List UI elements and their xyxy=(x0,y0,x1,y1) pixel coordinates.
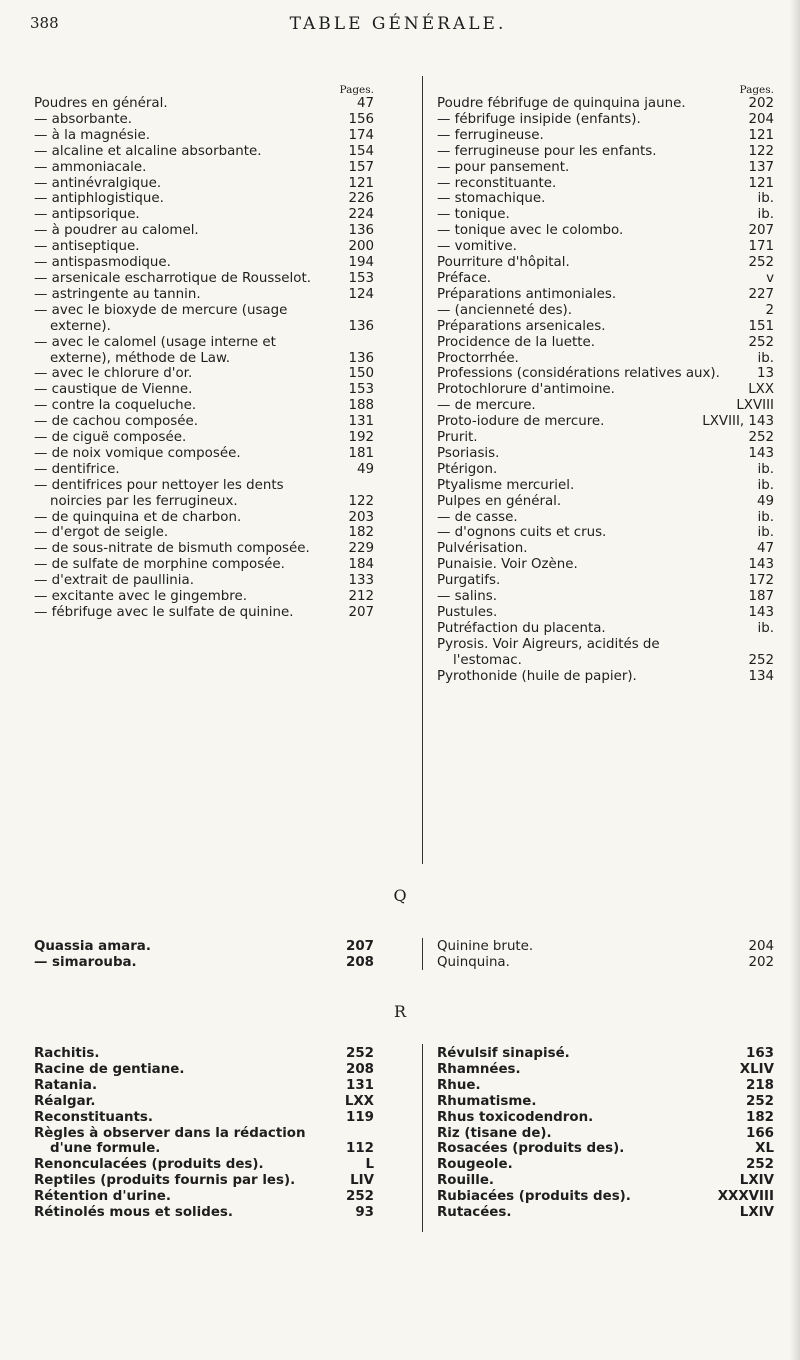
entry-term: — astringente au tannin. xyxy=(34,286,201,302)
entry-term: — antiphlogistique. xyxy=(34,191,164,207)
entry-page-ref: 218 xyxy=(746,1077,774,1093)
page-number: 388 xyxy=(30,14,59,32)
entry-term: — de sulfate de morphine composée. xyxy=(34,557,285,573)
entry-term: — simarouba. xyxy=(34,954,137,970)
index-entry xyxy=(437,605,774,621)
entry-page-ref: 226 xyxy=(348,191,374,207)
entry-term: Ptyalisme mercuriel. xyxy=(437,477,575,493)
entry-term: — salins. xyxy=(437,589,497,605)
index-entry xyxy=(34,955,374,971)
entry-page-ref: ib. xyxy=(757,191,774,207)
entry-term: — dentifrices pour nettoyer les dents noircies par les ferrugineux. xyxy=(34,477,284,509)
entry-term: Préface. xyxy=(437,270,492,286)
index-entry xyxy=(34,303,374,335)
entry-term: — d'ergot de seigle. xyxy=(34,525,169,541)
index-entry xyxy=(34,335,374,367)
index-entry xyxy=(34,191,374,207)
entry-page-ref: ib. xyxy=(757,350,774,366)
index-entry xyxy=(34,1189,374,1205)
entry-page-ref: 121 xyxy=(748,127,774,143)
entry-page-ref: 181 xyxy=(348,445,374,461)
entry-page-ref: ib. xyxy=(757,461,774,477)
index-entry xyxy=(34,414,374,430)
entry-page-ref: 2 xyxy=(765,302,774,318)
index-entry xyxy=(437,955,774,971)
entry-term: Quassia amara. xyxy=(34,939,151,954)
entry-term: — tonique. xyxy=(437,207,510,223)
entry-term: Ratania. xyxy=(34,1077,98,1093)
entry-page-ref: 112 xyxy=(346,1141,374,1157)
index-entry xyxy=(437,255,774,271)
entry-term: — absorbante. xyxy=(34,111,132,127)
index-entry xyxy=(437,112,774,128)
index-entry xyxy=(437,1173,774,1189)
entry-page-ref: 227 xyxy=(748,286,774,302)
index-entry xyxy=(437,366,774,382)
entry-page-ref: v xyxy=(766,270,774,286)
index-entry xyxy=(34,128,374,144)
entry-term: Quinquina. xyxy=(437,954,510,970)
entry-page-ref: 134 xyxy=(748,668,774,684)
index-entry xyxy=(437,191,774,207)
entry-page-ref: 49 xyxy=(356,461,374,477)
index-entry xyxy=(437,557,774,573)
entry-page-ref: 252 xyxy=(748,430,774,446)
entry-term: — tonique avec le colombo. xyxy=(437,223,624,239)
entry-page-ref: 252 xyxy=(748,652,774,668)
index-entry xyxy=(437,1078,774,1094)
index-entry xyxy=(437,1046,774,1062)
entry-page-ref: 49 xyxy=(756,493,774,509)
entry-term: Proctorrhée. xyxy=(437,350,519,366)
entry-term: Riz (tisane de). xyxy=(437,1125,552,1141)
entry-page-ref: 143 xyxy=(748,605,774,620)
entry-term: Réalgar. xyxy=(34,1093,96,1109)
entry-page-ref: 166 xyxy=(746,1125,774,1141)
index-entry xyxy=(437,144,774,160)
entry-page-ref: 202 xyxy=(748,96,774,111)
page-title: TABLE GÉNÉRALE. xyxy=(289,14,507,34)
entry-page-ref: 133 xyxy=(348,573,374,589)
entry-term: — fébrifuge avec le sulfate de quinine. xyxy=(34,605,294,620)
p-right-column xyxy=(437,84,774,685)
index-entry xyxy=(34,398,374,414)
entry-page-ref: 203 xyxy=(348,509,374,525)
entry-page-ref: 121 xyxy=(348,175,374,191)
index-entry xyxy=(34,589,374,605)
entry-page-ref: 207 xyxy=(346,939,374,954)
index-entry xyxy=(34,255,374,271)
entry-page-ref: 188 xyxy=(348,398,374,414)
q-left-column xyxy=(34,939,374,971)
entry-page-ref: 150 xyxy=(348,366,374,382)
entry-page-ref: 207 xyxy=(748,223,774,239)
entry-page-ref: 153 xyxy=(348,382,374,398)
entry-page-ref: 151 xyxy=(748,318,774,334)
entry-page-ref: 182 xyxy=(348,525,374,541)
entry-term: Prurit. xyxy=(437,430,478,446)
entry-term: Rhue. xyxy=(437,1077,481,1093)
entry-term: — arsenicale escharrotique de Rousselot. xyxy=(34,270,311,286)
entry-term: — dentifrice. xyxy=(34,461,120,477)
index-entry xyxy=(437,160,774,176)
entry-page-ref: 153 xyxy=(348,270,374,286)
entry-term: Rutacées. xyxy=(437,1205,512,1221)
entry-term: — antispasmodique. xyxy=(34,255,171,271)
entry-term: Rosacées (produits des). xyxy=(437,1141,625,1157)
entry-term: — de ciguë composée. xyxy=(34,430,187,446)
entry-term: — antipsorique. xyxy=(34,207,140,223)
entry-page-ref: 204 xyxy=(748,939,774,954)
entry-page-ref: LXVIII, 143 xyxy=(702,414,774,430)
entry-page-ref: ib. xyxy=(757,207,774,223)
running-head xyxy=(30,14,766,38)
index-entry xyxy=(34,1157,374,1173)
entry-term: Règles à observer dans la rédaction d'une formule. xyxy=(34,1125,306,1157)
index-entry xyxy=(437,541,774,557)
entry-page-ref: 208 xyxy=(346,954,374,970)
pages-label: Pages. xyxy=(339,84,374,96)
entry-term: — de quinquina et de charbon. xyxy=(34,509,242,525)
section-letter-r: R xyxy=(393,1002,407,1021)
index-entry xyxy=(437,1189,774,1205)
entry-term: — de noix vomique composée. xyxy=(34,445,241,461)
entry-term: Reconstituants. xyxy=(34,1109,153,1125)
entry-page-ref: 47 xyxy=(756,541,774,557)
entry-term: Rougeole. xyxy=(437,1157,513,1173)
entry-term: Putréfaction du placenta. xyxy=(437,620,606,636)
entry-term: — vomitive. xyxy=(437,239,517,255)
entry-term: Rachitis. xyxy=(34,1046,100,1061)
page-edge-shadow xyxy=(790,0,800,1360)
entry-term: Préparations arsenicales. xyxy=(437,318,606,334)
index-entry xyxy=(34,446,374,462)
entry-page-ref: XL xyxy=(755,1141,774,1157)
entry-term: — (ancienneté des). xyxy=(437,302,573,318)
entry-page-ref: 163 xyxy=(746,1046,774,1061)
index-entry xyxy=(437,287,774,303)
index-entry xyxy=(34,1046,374,1062)
index-entry xyxy=(34,176,374,192)
entry-term: Rubiacées (produits des). xyxy=(437,1189,631,1205)
entry-page-ref: 200 xyxy=(348,239,374,255)
index-entry xyxy=(437,223,774,239)
entry-term: Rouille. xyxy=(437,1173,494,1189)
index-entry xyxy=(34,287,374,303)
index-entry xyxy=(34,144,374,160)
entry-term: Proto-iodure de mercure. xyxy=(437,414,605,430)
index-entry xyxy=(437,398,774,414)
entry-page-ref: 137 xyxy=(748,159,774,175)
index-entry xyxy=(437,414,774,430)
index-entry xyxy=(437,1157,774,1173)
entry-term: — alcaline et alcaline absorbante. xyxy=(34,143,262,159)
entry-term: — excitante avec le gingembre. xyxy=(34,589,248,605)
index-entry xyxy=(437,239,774,255)
index-entry xyxy=(34,382,374,398)
index-entry xyxy=(34,462,374,478)
index-entry xyxy=(437,1141,774,1157)
index-entry xyxy=(437,176,774,192)
entry-page-ref: ib. xyxy=(757,477,774,493)
entry-page-ref: ib. xyxy=(757,525,774,541)
index-entry xyxy=(34,430,374,446)
index-entry xyxy=(34,239,374,255)
entry-page-ref: 47 xyxy=(356,96,374,111)
index-entry xyxy=(437,1205,774,1221)
entry-term: — stomachique. xyxy=(437,191,546,207)
entry-term: Quinine brute. xyxy=(437,939,534,954)
entry-term: Rétinolés mous et solides. xyxy=(34,1205,233,1221)
entry-page-ref: 182 xyxy=(746,1109,774,1125)
entry-page-ref: LIV xyxy=(350,1173,374,1189)
q-right-column xyxy=(437,939,774,971)
index-entry xyxy=(34,1094,374,1110)
entry-term: — caustique de Vienne. xyxy=(34,382,193,398)
entry-page-ref: LXX xyxy=(344,1093,374,1109)
entry-term: Poudre fébrifuge de quinquina jaune. xyxy=(437,96,686,111)
entry-page-ref: 157 xyxy=(348,159,374,175)
entry-term: — ferrugineuse. xyxy=(437,127,544,143)
entry-term: — avec le bioxyde de mercure (usage externe). xyxy=(34,302,288,334)
entry-term: Poudres en général. xyxy=(34,96,168,111)
index-entry xyxy=(34,207,374,223)
index-entry xyxy=(34,1078,374,1094)
entry-term: Pyrosis. Voir Aigreurs, acidités de l'estomac. xyxy=(437,636,660,668)
entry-term: — avec le calomel (usage interne et externe), méthode de Law. xyxy=(34,334,276,366)
entry-term: Pulvérisation. xyxy=(437,541,528,557)
entry-page-ref: LXIV xyxy=(739,1173,774,1189)
index-entry xyxy=(34,271,374,287)
entry-page-ref: LXX xyxy=(748,382,774,398)
index-entry xyxy=(34,573,374,589)
entry-page-ref: 121 xyxy=(748,175,774,191)
entry-page-ref: 122 xyxy=(348,493,374,509)
index-entry xyxy=(437,525,774,541)
p-left-column xyxy=(34,84,374,621)
entry-term: — antiseptique. xyxy=(34,239,140,255)
entry-page-ref: 154 xyxy=(348,143,374,159)
index-entry xyxy=(437,207,774,223)
entry-page-ref: 184 xyxy=(348,557,374,573)
section-letter-q: Q xyxy=(393,886,407,905)
index-entry xyxy=(437,621,774,637)
entry-term: — pour pansement. xyxy=(437,159,570,175)
index-entry xyxy=(34,478,374,510)
entry-term: — de casse. xyxy=(437,509,518,525)
entry-page-ref: XXXVIII xyxy=(717,1189,774,1205)
entry-term: — d'extrait de paullinia. xyxy=(34,573,194,589)
entry-page-ref: LXIV xyxy=(739,1205,774,1221)
index-entry xyxy=(437,939,774,955)
entry-term: Psoriasis. xyxy=(437,445,500,461)
entry-page-ref: 143 xyxy=(748,445,774,461)
entry-page-ref: 131 xyxy=(346,1077,374,1093)
entry-page-ref: ib. xyxy=(757,509,774,525)
r-left-column xyxy=(34,1046,374,1221)
index-entry xyxy=(34,939,374,955)
index-entry xyxy=(34,1173,374,1189)
index-entry xyxy=(437,589,774,605)
entry-page-ref: 187 xyxy=(748,589,774,605)
entry-page-ref: 13 xyxy=(756,366,774,382)
r-right-column xyxy=(437,1046,774,1221)
entry-term: Révulsif sinapisé. xyxy=(437,1046,570,1061)
index-entry xyxy=(437,351,774,367)
entry-term: Racine de gentiane. xyxy=(34,1061,185,1077)
index-entry xyxy=(34,605,374,621)
entry-page-ref: 252 xyxy=(748,334,774,350)
entry-page-ref: 208 xyxy=(346,1061,374,1077)
index-entry xyxy=(437,1062,774,1078)
index-entry xyxy=(34,1110,374,1126)
entry-page-ref: 131 xyxy=(348,414,374,430)
index-entry xyxy=(437,335,774,351)
index-entry xyxy=(34,1062,374,1078)
entry-term: — à poudrer au calomel. xyxy=(34,223,199,239)
index-entry xyxy=(34,1126,374,1158)
index-entry xyxy=(34,223,374,239)
index-entry xyxy=(437,462,774,478)
index-entry xyxy=(437,96,774,112)
entry-page-ref: 136 xyxy=(348,318,374,334)
entry-term: Protochlorure d'antimoine. xyxy=(437,382,615,398)
index-entry xyxy=(437,510,774,526)
entry-term: — reconstituante. xyxy=(437,175,557,191)
entry-page-ref: 252 xyxy=(748,255,774,271)
index-entry xyxy=(34,541,374,557)
index-entry xyxy=(437,494,774,510)
entry-page-ref: 252 xyxy=(746,1093,774,1109)
entry-page-ref: 119 xyxy=(346,1109,374,1125)
entry-page-ref: 202 xyxy=(748,954,774,970)
entry-term: Renonculacées (produits des). xyxy=(34,1157,264,1173)
entry-page-ref: L xyxy=(365,1157,374,1173)
entry-term: — fébrifuge insipide (enfants). xyxy=(437,111,641,127)
entry-page-ref: 207 xyxy=(348,605,374,620)
index-entry xyxy=(437,319,774,335)
column-divider xyxy=(422,76,423,864)
entry-term: Procidence de la luette. xyxy=(437,334,596,350)
entry-page-ref: XLIV xyxy=(739,1061,774,1077)
index-entry xyxy=(437,573,774,589)
entry-page-ref: 172 xyxy=(748,573,774,589)
index-entry xyxy=(437,128,774,144)
entry-term: Rhamnées. xyxy=(437,1061,521,1077)
entry-page-ref: 122 xyxy=(748,143,774,159)
column-divider xyxy=(422,938,423,970)
entry-term: — avec le chlorure d'or. xyxy=(34,366,193,382)
entry-page-ref: 124 xyxy=(348,286,374,302)
index-entry xyxy=(34,160,374,176)
index-entry xyxy=(437,1094,774,1110)
entry-term: Pustules. xyxy=(437,605,498,620)
entry-term: — antinévralgique. xyxy=(34,175,162,191)
entry-term: Préparations antimoniales. xyxy=(437,286,617,302)
index-entry xyxy=(34,510,374,526)
index-entry xyxy=(34,557,374,573)
entry-page-ref: 252 xyxy=(346,1046,374,1061)
index-entry xyxy=(34,525,374,541)
entry-page-ref: 171 xyxy=(748,239,774,255)
index-entry xyxy=(34,96,374,112)
entry-term: — de sous-nitrate de bismuth composée. xyxy=(34,541,310,557)
entry-term: Rhus toxicodendron. xyxy=(437,1109,594,1125)
entry-term: Ptérigon. xyxy=(437,461,498,477)
entry-page-ref: 252 xyxy=(746,1157,774,1173)
entry-page-ref: 156 xyxy=(348,111,374,127)
index-entry xyxy=(437,1110,774,1126)
index-entry xyxy=(437,303,774,319)
entry-term: — contre la coqueluche. xyxy=(34,398,197,414)
index-entry xyxy=(437,1126,774,1142)
entry-term: Pulpes en général. xyxy=(437,493,562,509)
entry-page-ref: 194 xyxy=(348,255,374,271)
pages-label: Pages. xyxy=(739,84,774,96)
entry-page-ref: 136 xyxy=(348,350,374,366)
entry-term: Pourriture d'hôpital. xyxy=(437,255,570,271)
entry-page-ref: LXVIII xyxy=(736,398,774,414)
entry-term: — ferrugineuse pour les enfants. xyxy=(437,143,657,159)
entry-page-ref: 204 xyxy=(748,111,774,127)
index-entry xyxy=(437,446,774,462)
entry-term: Reptiles (produits fournis par les). xyxy=(34,1173,296,1189)
entry-page-ref: 212 xyxy=(348,589,374,605)
entry-term: Pyrothonide (huile de papier). xyxy=(437,668,637,684)
entry-term: — à la magnésie. xyxy=(34,127,150,143)
entry-term: Rhumatisme. xyxy=(437,1093,537,1109)
entry-page-ref: 136 xyxy=(348,223,374,239)
index-entry xyxy=(437,382,774,398)
entry-page-ref: 229 xyxy=(348,541,374,557)
entry-page-ref: 174 xyxy=(348,127,374,143)
index-entry xyxy=(34,112,374,128)
entry-term: — ammoniacale. xyxy=(34,159,147,175)
entry-page-ref: 224 xyxy=(348,207,374,223)
entry-term: Punaisie. Voir Ozène. xyxy=(437,557,578,573)
index-entry xyxy=(437,271,774,287)
entry-term: — de cachou composée. xyxy=(34,414,198,430)
entry-term: — d'ognons cuits et crus. xyxy=(437,525,607,541)
column-divider xyxy=(422,1044,423,1232)
entry-page-ref: ib. xyxy=(757,620,774,636)
index-entry xyxy=(437,430,774,446)
entry-term: Purgatifs. xyxy=(437,573,501,589)
index-entry xyxy=(437,637,774,669)
entry-page-ref: 192 xyxy=(348,430,374,446)
entry-term: Professions (considérations relatives aux). xyxy=(437,366,720,382)
entry-term: — de mercure. xyxy=(437,398,536,414)
entry-page-ref: 252 xyxy=(346,1189,374,1205)
entry-page-ref: 93 xyxy=(355,1205,374,1221)
index-entry xyxy=(34,366,374,382)
index-entry xyxy=(437,669,774,685)
entry-term: Rétention d'urine. xyxy=(34,1189,171,1205)
entry-page-ref: 143 xyxy=(748,557,774,573)
index-entry xyxy=(437,478,774,494)
index-entry xyxy=(34,1205,374,1221)
